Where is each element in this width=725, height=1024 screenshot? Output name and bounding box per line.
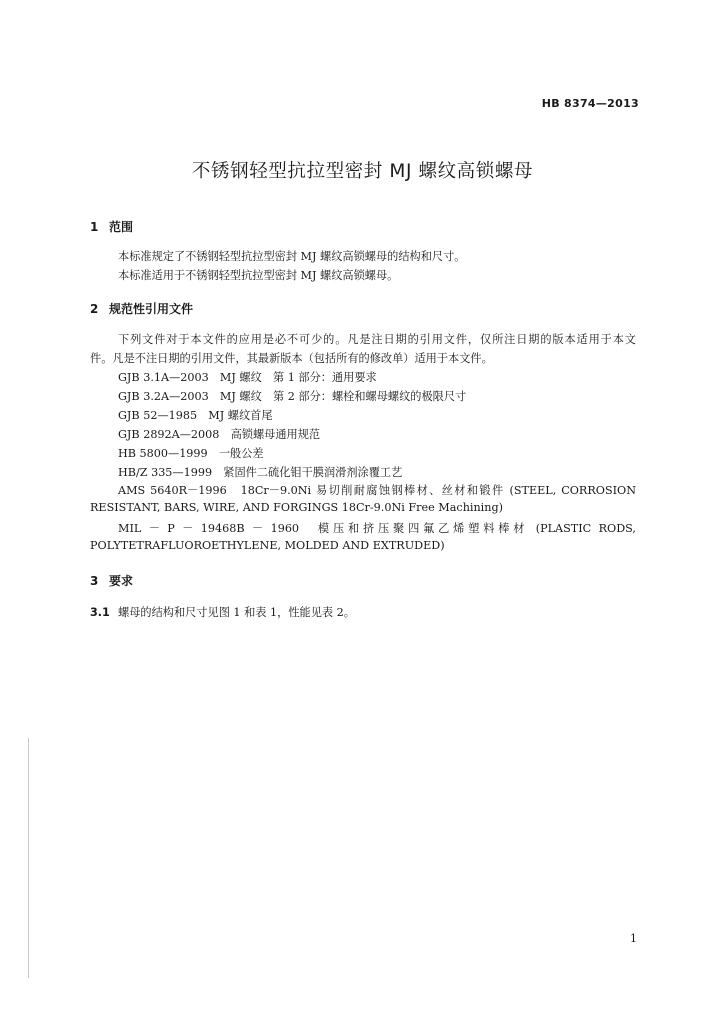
- reference-item-continued: RESISTANT, BARS, WIRE, AND FORGINGS 18Cr-9.0Ni Free Machining): [90, 501, 503, 514]
- subclause-text: 螺母的结构和尺寸见图 1 和表 1，性能见表 2。: [118, 606, 355, 619]
- reference-item: GJB 3.1A—2003 MJ 螺纹 第 1 部分：通用要求: [118, 371, 377, 384]
- reference-item: AMS 5640R－1996 18Cr－9.0Ni 易切削耐腐蚀钢棒材、丝材和锻件 (STEEL, CORROSION: [118, 484, 636, 497]
- section-1-heading: [90, 218, 133, 235]
- section-number: 3: [90, 574, 99, 588]
- paragraph-line: 本标准规定了不锈钢轻型抗拉型密封 MJ 螺纹高锁螺母的结构和尺寸。: [118, 250, 466, 263]
- standard-code: HB 8374—2013: [541, 97, 639, 110]
- reference-item: GJB 2892A—2008 高锁螺母通用规范: [118, 428, 321, 441]
- page-number: 1: [630, 932, 637, 945]
- section-title: 规范性引用文件: [109, 302, 194, 316]
- paragraph-line: 件。凡是不注日期的引用文件，其最新版本（包括所有的修改单）适用于本文件。: [90, 352, 493, 365]
- paragraph-line: 下列文件对于本文件的应用是必不可少的。凡是注日期的引用文件，仅所注日期的版本适用于本文: [118, 333, 636, 346]
- section-3-heading: [90, 572, 133, 589]
- reference-item-continued: POLYTETRAFLUOROETHYLENE, MOLDED AND EXTRUDED): [90, 539, 445, 552]
- section-title: 要求: [109, 574, 134, 588]
- reference-item: HB 5800—1999 一般公差: [118, 447, 264, 460]
- section-number: 2: [90, 302, 99, 316]
- reference-item: HB/Z 335—1999 紧固件二硫化钼干膜润滑剂涂覆工艺: [118, 466, 403, 479]
- reference-item: GJB 52—1985 MJ 螺纹首尾: [118, 409, 273, 422]
- document-title: 不锈钢轻型抗拉型密封 MJ 螺纹高锁螺母: [191, 161, 534, 182]
- reference-item: GJB 3.2A—2003 MJ 螺纹 第 2 部分：螺栓和螺母螺纹的极限尺寸: [118, 390, 467, 403]
- section-number: 1: [90, 220, 99, 234]
- section-title: 范围: [109, 220, 134, 234]
- section-2-heading: [90, 300, 193, 317]
- paragraph-line: 本标准适用于不锈钢轻型抗拉型密封 MJ 螺纹高锁螺母。: [118, 269, 399, 282]
- scan-edge-line: [28, 738, 29, 978]
- reference-item: MIL － P － 19468B － 1960 模压和挤压聚四氟乙烯塑料棒材 (PLASTIC RODS,: [118, 522, 636, 535]
- subclause-3-1: [90, 604, 355, 620]
- subclause-number: 3.1: [90, 606, 110, 619]
